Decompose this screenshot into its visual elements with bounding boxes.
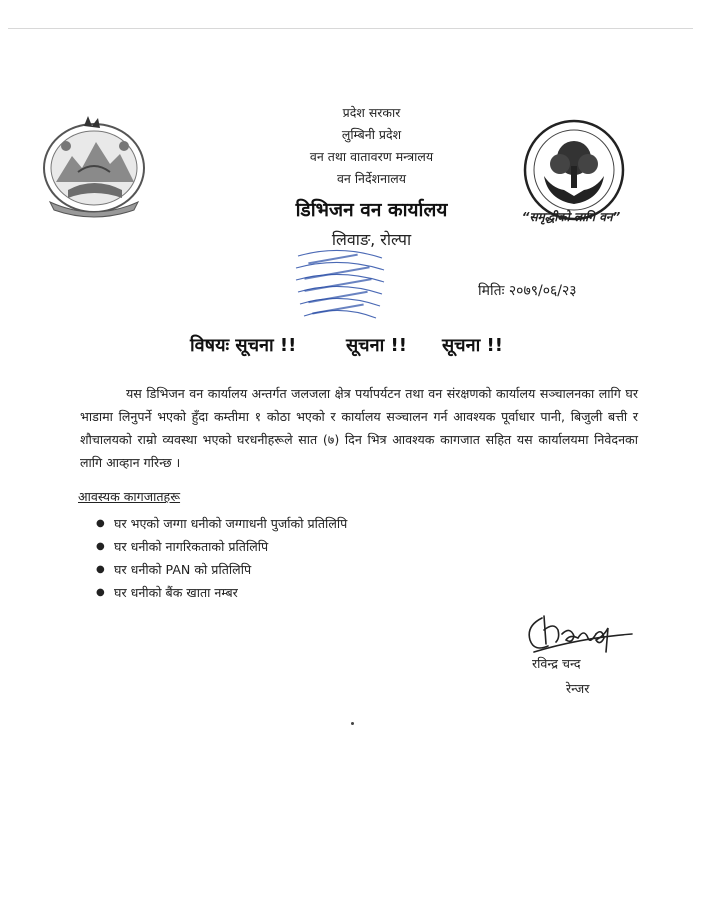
logo-slogan: “समृद्धीको लागि वन” bbox=[521, 210, 621, 224]
scan-speck bbox=[351, 722, 354, 725]
required-documents-heading: आवस्यक कागजातहरू bbox=[78, 489, 181, 504]
notice-date: मितिः २०७९/०६/२३ bbox=[478, 283, 577, 299]
scan-edge-line bbox=[8, 28, 693, 29]
office-stamp-icon bbox=[290, 246, 390, 324]
forest-hands-logo-icon bbox=[522, 118, 626, 222]
subject-notice-1: विषयः सूचना !! bbox=[190, 335, 297, 356]
bullet-icon: ● bbox=[96, 564, 105, 575]
document-item-text: घर धनीको बैंक खाता नम्बर bbox=[114, 585, 238, 600]
header-ministry: वन तथा वातावरण मन्त्रालय bbox=[309, 149, 434, 164]
bullet-icon: ● bbox=[96, 541, 105, 552]
document-item-text: घर धनीको नागरिकताको प्रतिलिपि bbox=[114, 539, 269, 554]
signatory-designation: रेन्जर bbox=[566, 681, 590, 696]
header-province-government: प्रदेश सरकार bbox=[342, 105, 401, 120]
subject-notice-3: सूचना !! bbox=[442, 335, 503, 356]
notice-body: यस डिभिजन वन कार्यालय अन्तर्गत जलजला क्षेत्र पर्यापर्यटन तथा वन संरक्षणको कार्यालय सञ्चालनका लागि घर भाडामा लिनुपर्ने भएको हुँदा कम्तीमा १ कोठा भएको र कार्यालय सञ्चालन गर्न आवश्यक पूर्वाधार पानी, बिजुली बत्ती र शौचालयको राम्रो व्यवस्था भएको घरधनीहरूले सात (७) दिन भित्र आवश्यक कागजात सहित यस कार्यालयमा निवेदनका लागि आव्हान गरिन्छ । bbox=[80, 386, 638, 470]
header-directorate: वन निर्देशनालय bbox=[336, 171, 407, 186]
list-item bbox=[96, 581, 347, 604]
document-item-text: घर भएको जग्गा धनीको जग्गाधनी पुर्जाको प्रतिलिपि bbox=[114, 516, 348, 531]
list-item bbox=[96, 535, 347, 558]
subject-notice-2: सूचना !! bbox=[346, 335, 407, 356]
handwritten-signature-icon bbox=[520, 608, 636, 660]
bullet-icon: ● bbox=[96, 587, 105, 598]
bullet-icon: ● bbox=[96, 518, 105, 529]
office-address: लिवाङ, रोल्पा bbox=[331, 230, 412, 249]
signatory-name: रविन्द्र चन्द bbox=[532, 656, 581, 671]
required-documents-list bbox=[96, 512, 347, 604]
office-name: डिभिजन वन कार्यालय bbox=[295, 199, 448, 221]
list-item bbox=[96, 558, 347, 581]
list-item bbox=[96, 512, 347, 535]
document-item-text: घर धनीको PAN को प्रतिलिपि bbox=[114, 562, 252, 577]
header-province-name: लुम्बिनी प्रदेश bbox=[341, 127, 402, 142]
